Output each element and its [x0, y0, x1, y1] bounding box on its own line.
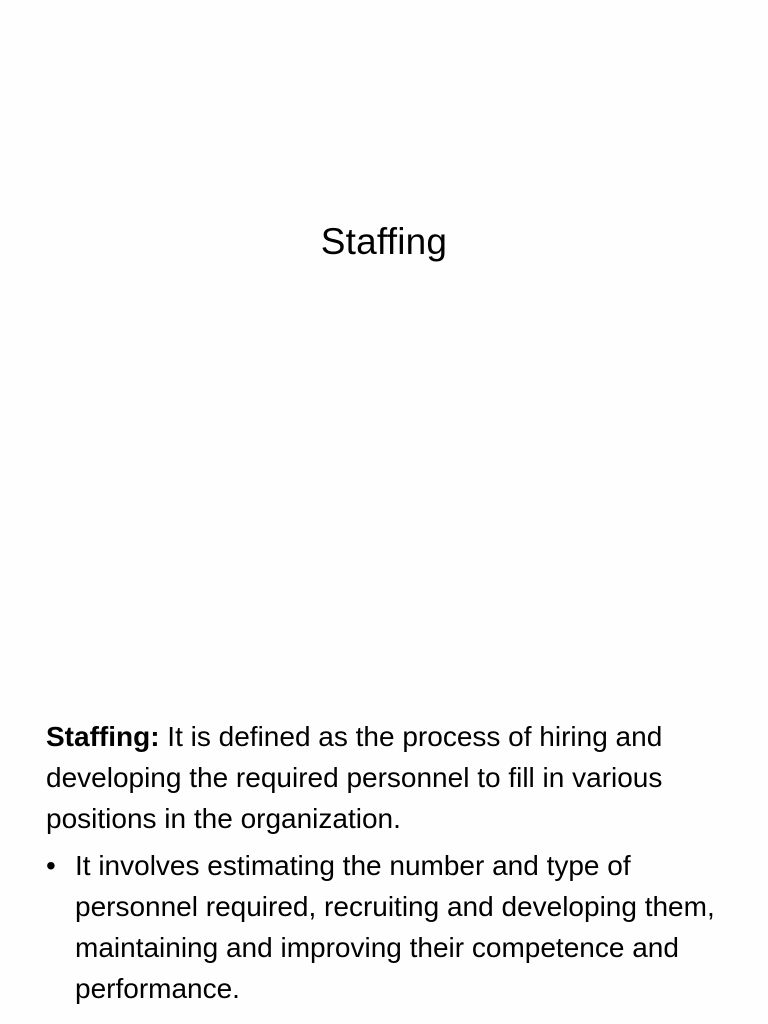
bullet-item [46, 845, 736, 1009]
definition-term: Staffing: [46, 721, 160, 752]
bullet-text: It involves estimating the number and type of personnel required, recruiting and developing them, maintaining and improving their competence and performance. [75, 850, 715, 1004]
definition-text: It is defined as the process of hiring and developing the required personnel to fill in various positions in the organization. [46, 721, 663, 834]
bullet-marker: • [46, 850, 56, 881]
definition-paragraph [46, 716, 736, 839]
slide-body [46, 716, 736, 1009]
slide-title: Staffing [320, 221, 448, 262]
